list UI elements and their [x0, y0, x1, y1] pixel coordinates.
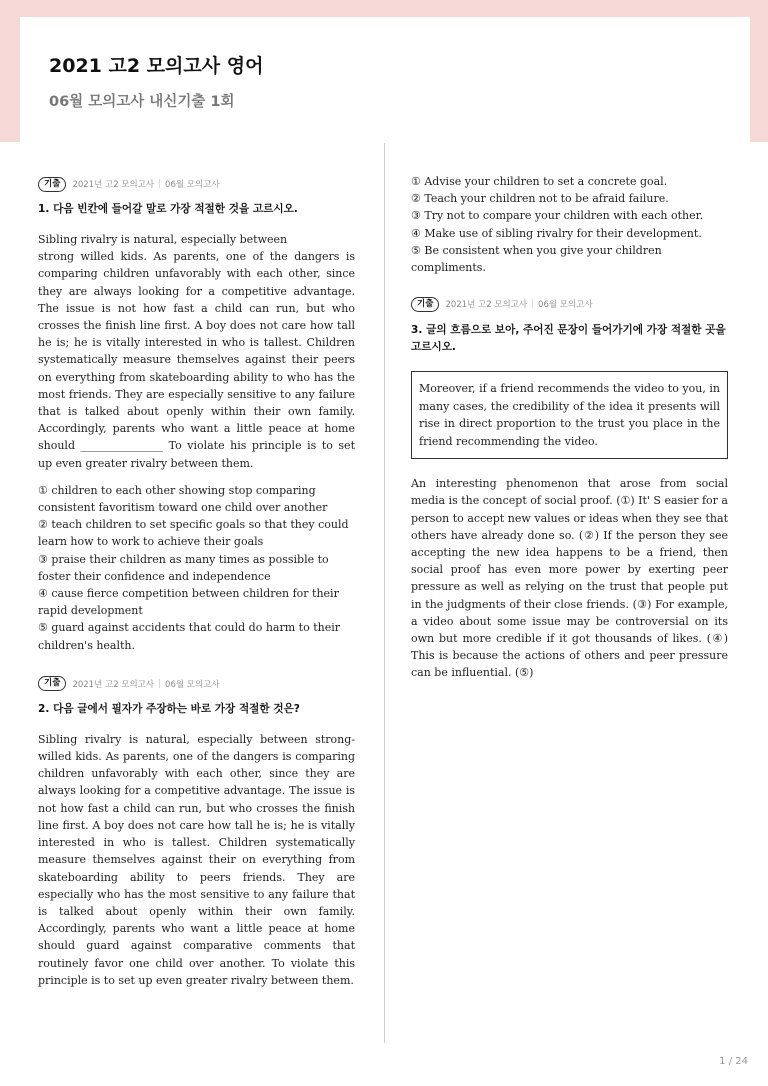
question-2	[38, 676, 355, 989]
option-3[interactable]: ③ Try not to compare your children with each other.	[411, 209, 704, 223]
right-column	[411, 173, 728, 682]
page-number: 1 / 24	[719, 1056, 748, 1067]
option-4[interactable]: ④ Make use of sibling rivalry for their development.	[411, 226, 702, 240]
given-sentence-box: Moreover, if a friend recommends the video to you, in many cases, the credibility of the idea it presents will rise in direct proportion to the trust you place in the friend recommending the video.	[411, 371, 728, 459]
question-title: 3. 글의 흐름으로 보아, 주어진 문장이 들어가기에 가장 적절한 곳을 고르시오.	[411, 324, 726, 354]
meta-separator: |	[158, 678, 162, 689]
option-5[interactable]: ⑤ guard against accidents that could do harm to their children's health.	[38, 621, 340, 652]
option-1[interactable]: ① Advise your children to set a concrete goal.	[411, 175, 668, 188]
meta-separator: |	[158, 179, 162, 189]
question-title: 1. 다음 빈칸에 들어갈 말로 가장 적절한 것을 고르시오.	[38, 203, 298, 215]
left-column	[38, 176, 355, 989]
option-list	[38, 482, 355, 654]
question-meta	[38, 176, 355, 192]
exam-year: 2021년 고2 모의고사	[72, 679, 155, 690]
exam-month: 06월 모의고사	[165, 180, 220, 190]
column-divider	[384, 143, 385, 1043]
option-5[interactable]: ⑤ Be consistent when you give your children compliments.	[411, 243, 662, 275]
passage: Sibling rivalry is natural, especially between strong-willed kids. As parents, one of the dangers is comparing children unfavorably with each other, since they are always looking for a competitive advantage. The issue is not how fast a child can run, but who crosses the finish line first. A boy does not care how tall he is; he is vitally interested in who is tallest. Children systematically measure themselves against their on everything from skateboarding ability to peers friends. They are especially who has the most sensitive to any failure that is talked about openly within their own family. Accordingly, parents who want a little peace at home should guard against comparative comments that routinely favor one child over another. To violate this principle is to set up even greater rivalry between them.	[38, 732, 355, 987]
exam-tag: 기출	[38, 676, 66, 691]
option-list	[411, 173, 728, 276]
question-meta	[38, 676, 355, 692]
exam-tag: 기출	[411, 297, 439, 312]
option-3[interactable]: ③ praise their children as many times as possible to foster their confidence and independence	[38, 552, 329, 583]
option-2[interactable]: ② Teach your children not to be afraid failure.	[411, 192, 669, 206]
meta-separator: |	[531, 299, 535, 310]
passage: strong willed kids. As parents, one of the dangers is comparing children unfavorably with each other, since they are always looking for a competitive advantage. The issue is not how fast a child can run, but who crosses the finish line first. A boy does not care how tall he is; he is vitally interested in who is tallest. Children systematically measure themselves against their peers on everything from skateboarding ability to who has the most friends. They are especially sensitive to any failure that is talked about openly within their own family. Accordingly, parents who want a little peace at home should _______________ To violate his principle is to set up even greater rivalry between them.	[38, 250, 355, 470]
exam-year: 2021년 고2 모의고사	[445, 300, 528, 311]
passage: An interesting phenomenon that arose from social media is the concept of social proof. (①) It' S easier for a person to accept new values or ideas when they see that others have already done so. (②) If the person they see accepting the new idea happens to be a friend, then social proof has even more power by exerting peer pressure as well as relying on the trust that people put in the judgments of their close friends. (③) For example, a video about some issue may be controversial on its own but more credible if it got thousands of likes. (④) This is because the actions of others and peer pressure can be influential. (⑤)	[411, 477, 728, 680]
exam-month: 06월 모의고사	[165, 679, 220, 690]
question-meta	[411, 296, 728, 312]
question-3	[411, 296, 728, 681]
exam-year: 2021년 고2 모의고사	[72, 180, 155, 190]
document-subtitle: 06월 모의고사 내신기출 1회	[49, 94, 235, 110]
option-4[interactable]: ④ cause fierce competition between children for their rapid development	[38, 587, 339, 618]
question-title: 2. 다음 글에서 필자가 주장하는 바로 가장 적절한 것은?	[38, 702, 300, 715]
question-1	[38, 176, 355, 654]
option-1[interactable]: ① children to each other showing stop comparing consistent favoritism toward one child over another	[38, 483, 328, 515]
passage-first-line: Sibling rivalry is natural, especially between	[38, 233, 288, 246]
exam-tag: 기출	[38, 177, 66, 192]
document-title: 2021 고2 모의고사 영어	[49, 55, 264, 77]
exam-month: 06월 모의고사	[538, 300, 593, 311]
header-card	[20, 17, 750, 142]
option-2[interactable]: ② teach children to set specific goals so that they could learn how to work to achieve their goals	[38, 518, 349, 549]
